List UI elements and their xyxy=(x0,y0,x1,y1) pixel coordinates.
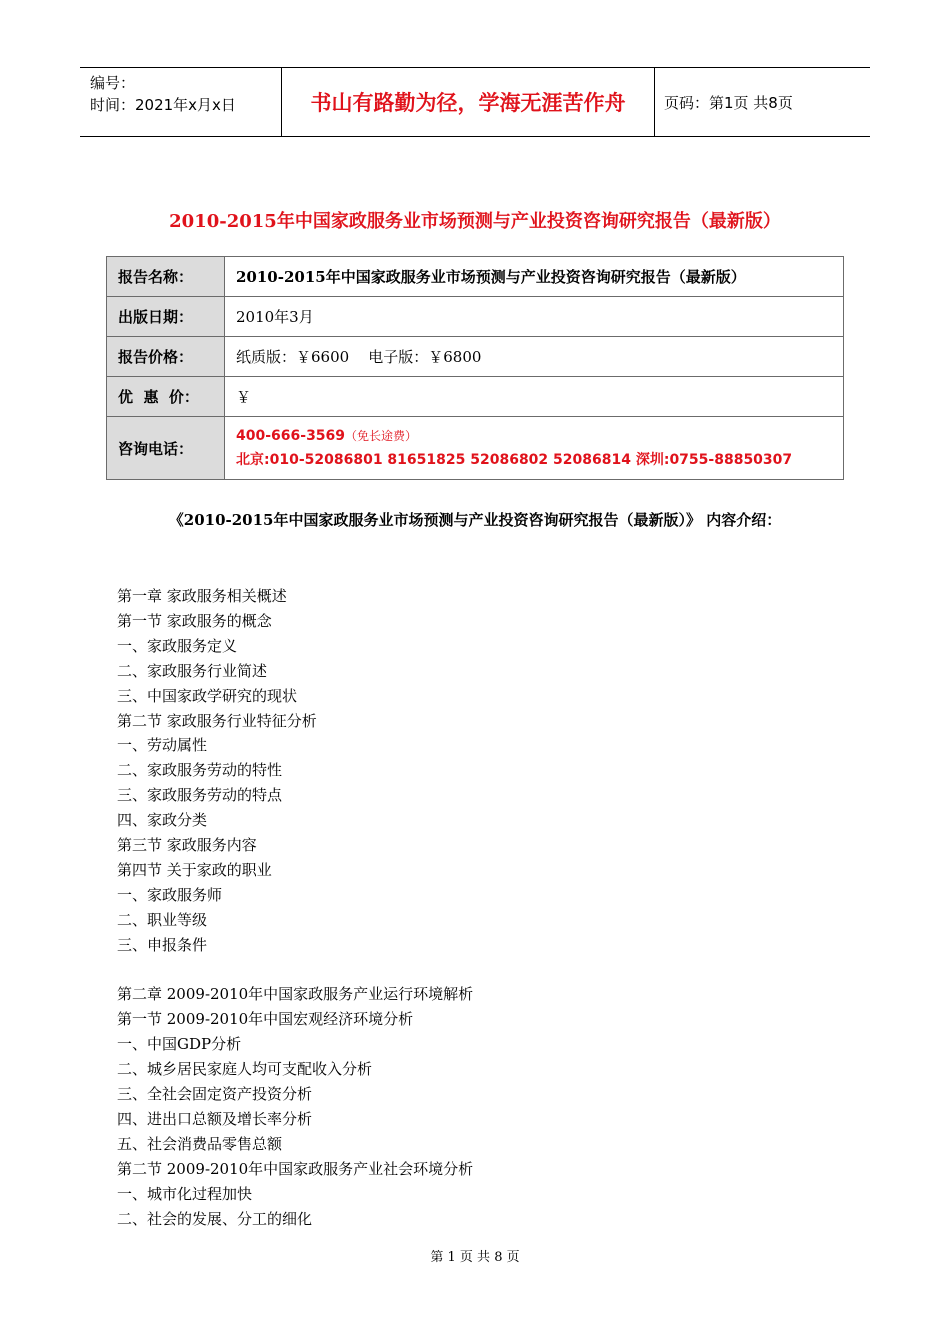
toc-item: 第二章 2009-2010年中国家政服务产业运行环境解析 xyxy=(117,985,474,1004)
info-table xyxy=(106,256,844,480)
toc-item: 二、城乡居民家庭人均可支配收入分析 xyxy=(117,1060,373,1079)
page-footer: 第 1 页 共 8 页 xyxy=(430,1250,520,1265)
info-value: 纸质版：￥6600 电子版：￥6800 xyxy=(225,337,844,377)
toc-item: 第一章 家政服务相关概述 xyxy=(117,587,287,605)
info-row-price xyxy=(107,337,844,377)
table-of-contents xyxy=(117,584,473,1232)
time-label: 时间：2021年x月x日 xyxy=(90,96,236,114)
toc-item: 一、中国GDP分析 xyxy=(117,1035,242,1054)
toc-item: 三、全社会固定资产投资分析 xyxy=(117,1085,313,1104)
toc-item: 第二节 家政服务行业特征分析 xyxy=(117,711,317,730)
toc-item: 三、申报条件 xyxy=(117,935,208,954)
phone-label: 咨询电话： xyxy=(107,417,225,480)
toc-item: 第四节 关于家政的职业 xyxy=(117,860,272,879)
toc-item: 第一节 家政服务的概念 xyxy=(117,611,272,630)
toc-item: 三、家政服务劳动的特点 xyxy=(117,786,283,805)
report-title: 2010-2015年中国家政服务业市场预测与产业投资咨询研究报告（最新版） xyxy=(169,211,781,232)
header-left xyxy=(90,72,236,116)
motto: 书山有路勤为径，学海无涯苦作舟 xyxy=(310,91,626,115)
toc-item: 第二节 2009-2010年中国家政服务产业社会环境分析 xyxy=(117,1159,474,1178)
info-label: 报告价格： xyxy=(107,337,225,377)
info-label: 优 惠 价： xyxy=(107,377,225,417)
toc-item: 一、劳动属性 xyxy=(117,736,208,755)
toc-item: 五、社会消费品零售总额 xyxy=(117,1134,283,1153)
header-box xyxy=(80,67,870,137)
toc-spacer xyxy=(117,958,473,983)
info-row-date xyxy=(107,297,844,337)
toc-item: 第三节 家政服务内容 xyxy=(117,836,257,855)
info-value: 2010年3月 xyxy=(225,297,844,337)
toc-item: 一、家政服务定义 xyxy=(117,636,238,655)
toc-item: 二、家政服务行业简述 xyxy=(117,661,268,680)
toc-item: 一、城市化过程加快 xyxy=(117,1184,253,1203)
info-row-name xyxy=(107,257,844,297)
toc-item: 二、社会的发展、分工的细化 xyxy=(117,1209,313,1228)
number-label: 编号： xyxy=(90,74,136,92)
page-info: 页码：第1页 共8页 xyxy=(664,94,793,112)
toc-item: 二、家政服务劳动的特性 xyxy=(117,761,283,780)
info-value: 2010-2015年中国家政服务业市场预测与产业投资咨询研究报告（最新版） xyxy=(225,257,844,297)
info-value: ￥ xyxy=(225,377,844,417)
phone-main: 400-666-3569 xyxy=(236,428,346,444)
toc-item: 四、进出口总额及增长率分析 xyxy=(117,1110,313,1129)
phone-line-1 xyxy=(236,424,843,448)
info-row-phone xyxy=(107,417,844,480)
intro-heading: 《2010-2015年中国家政服务业市场预测与产业投资咨询研究报告（最新版）》 内容介绍： xyxy=(168,511,782,529)
info-label: 出版日期： xyxy=(107,297,225,337)
info-label: 报告名称： xyxy=(107,257,225,297)
toc-item: 一、家政服务师 xyxy=(117,885,223,904)
toc-item: 四、家政分类 xyxy=(117,811,208,830)
phone-cell xyxy=(225,417,844,480)
toc-item: 三、中国家政学研究的现状 xyxy=(117,686,298,705)
header-divider-right xyxy=(654,68,655,136)
toc-item: 二、职业等级 xyxy=(117,910,208,929)
phone-line-2: 北京:010-52086801 81651825 52086802 52086814 深圳:0755-88850307 xyxy=(236,452,793,468)
toc-item: 第一节 2009-2010年中国宏观经济环境分析 xyxy=(117,1010,414,1029)
info-row-discount xyxy=(107,377,844,417)
phone-note: （免长途费） xyxy=(345,429,418,443)
